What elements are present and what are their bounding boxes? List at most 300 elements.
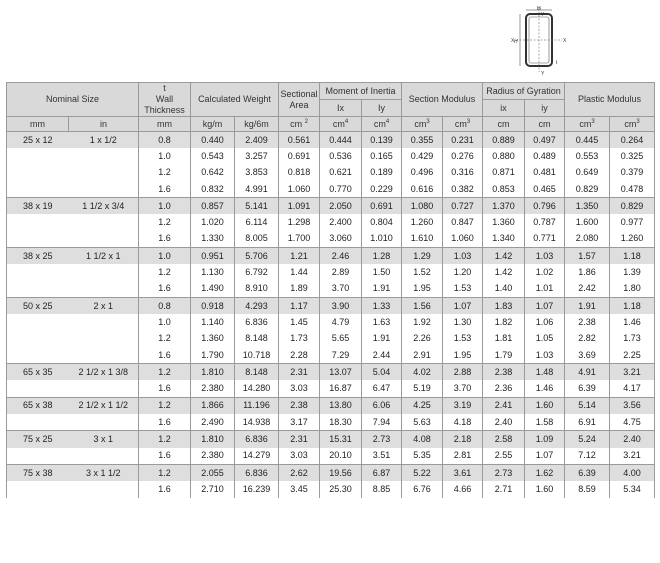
unit-modulus-x-base: cm	[414, 118, 427, 129]
value-cell: 4.18	[443, 414, 483, 431]
size-mm-cell	[7, 481, 69, 497]
value-cell: 1.02	[525, 264, 565, 280]
value-cell: 1.21	[279, 248, 320, 265]
size-mm-cell	[7, 281, 69, 298]
value-cell: 1.92	[402, 314, 443, 330]
value-cell: 3.21	[610, 448, 655, 465]
value-cell: 4.66	[443, 481, 483, 497]
value-cell: 4.75	[610, 414, 655, 431]
value-cell: 5.19	[402, 380, 443, 397]
value-cell: 1.89	[279, 281, 320, 298]
value-cell: 0.832	[191, 181, 235, 198]
unit-area-base: cm	[290, 118, 303, 129]
value-cell: 2.91	[402, 347, 443, 364]
value-cell: 1.91	[362, 281, 402, 298]
value-cell: 1.6	[139, 380, 191, 397]
unit-modulus-x	[402, 117, 443, 132]
value-cell: 1.53	[443, 281, 483, 298]
unit-in: in	[69, 117, 139, 132]
value-cell: 1.58	[525, 414, 565, 431]
value-cell: 13.80	[320, 397, 362, 414]
size-in-cell: 1 1/2 x 1	[69, 248, 139, 265]
size-mm-cell: 38 x 25	[7, 248, 69, 265]
value-cell: 0.561	[279, 132, 320, 149]
unit-modulus-y-sup: 3	[466, 118, 471, 125]
unit-modulus-x-sup: 3	[426, 118, 430, 125]
value-cell: 1.6	[139, 181, 191, 198]
value-cell: 3.060	[320, 231, 362, 248]
value-cell: 14.280	[235, 380, 279, 397]
rhs-properties-table	[6, 82, 655, 498]
table-row	[7, 314, 655, 330]
value-cell: 6.47	[362, 380, 402, 397]
value-cell: 0.8	[139, 132, 191, 149]
value-cell: 2.36	[483, 380, 525, 397]
value-cell: 0.382	[443, 181, 483, 198]
value-cell: 1.6	[139, 448, 191, 465]
value-cell: 6.06	[362, 397, 402, 414]
size-in-cell	[69, 414, 139, 431]
value-cell: 5.24	[565, 431, 610, 448]
value-cell: 5.65	[320, 331, 362, 347]
value-cell: 2.55	[483, 448, 525, 465]
header-radius-of-gyration: Radius of Gyration	[483, 83, 565, 100]
value-cell: 1.73	[279, 331, 320, 347]
value-cell: 6.39	[565, 464, 610, 481]
value-cell: 19.56	[320, 464, 362, 481]
value-cell: 13.07	[320, 364, 362, 381]
value-cell: 0.796	[525, 198, 565, 215]
unit-plastic-x-base: cm	[579, 118, 592, 129]
value-cell: 2.26	[402, 331, 443, 347]
size-in-cell	[69, 148, 139, 164]
value-cell: 8.148	[235, 331, 279, 347]
value-cell: 1.39	[610, 264, 655, 280]
value-cell: 4.91	[565, 364, 610, 381]
value-cell: 0.465	[525, 181, 565, 198]
diagram-label-h: H	[514, 39, 518, 45]
value-cell: 1.298	[279, 214, 320, 230]
value-cell: 1.91	[362, 331, 402, 347]
value-cell: 0.727	[443, 198, 483, 215]
value-cell: 0.489	[525, 148, 565, 164]
header-sectional-area: Sectional Area	[279, 83, 320, 117]
value-cell: 1.810	[191, 431, 235, 448]
unit-radius-x: cm	[483, 117, 525, 132]
value-cell: 0.497	[525, 132, 565, 149]
value-cell: 0.325	[610, 148, 655, 164]
value-cell: 0.880	[483, 148, 525, 164]
value-cell: 2.40	[483, 414, 525, 431]
value-cell: 8.85	[362, 481, 402, 497]
value-cell: 0.264	[610, 132, 655, 149]
value-cell: 1.0	[139, 198, 191, 215]
value-cell: 1.30	[443, 314, 483, 330]
value-cell: 2.81	[443, 448, 483, 465]
value-cell: 1.0	[139, 248, 191, 265]
value-cell: 1.060	[443, 231, 483, 248]
value-cell: 1.91	[565, 297, 610, 314]
value-cell: 3.69	[565, 347, 610, 364]
value-cell: 0.543	[191, 148, 235, 164]
value-cell: 7.29	[320, 347, 362, 364]
value-cell: 16.239	[235, 481, 279, 497]
value-cell: 4.17	[610, 380, 655, 397]
table-row	[7, 165, 655, 181]
size-mm-cell: 75 x 25	[7, 431, 69, 448]
table-body	[7, 132, 655, 498]
header-section-modulus: Section Modulus	[402, 83, 483, 117]
value-cell: 4.293	[235, 297, 279, 314]
value-cell: 1.20	[443, 264, 483, 280]
value-cell: 1.95	[402, 281, 443, 298]
value-cell: 7.94	[362, 414, 402, 431]
unit-mm: mm	[7, 117, 69, 132]
table-row	[7, 397, 655, 414]
value-cell: 1.63	[362, 314, 402, 330]
unit-inertia-x-base: cm	[332, 118, 345, 129]
value-cell: 2.82	[565, 331, 610, 347]
value-cell: 4.00	[610, 464, 655, 481]
value-cell: 0.818	[279, 165, 320, 181]
value-cell: 0.444	[320, 132, 362, 149]
unit-modulus-y-base: cm	[454, 118, 467, 129]
value-cell: 4.79	[320, 314, 362, 330]
value-cell: 8.148	[235, 364, 279, 381]
value-cell: 1.2	[139, 397, 191, 414]
value-cell: 1.83	[483, 297, 525, 314]
unit-inertia-x-sup: 4	[344, 118, 349, 125]
value-cell: 2.46	[320, 248, 362, 265]
header-nominal-size: Nominal Size	[7, 83, 139, 117]
value-cell: 1.07	[525, 297, 565, 314]
value-cell: 2.42	[565, 281, 610, 298]
size-in-cell	[69, 214, 139, 230]
value-cell: 1.2	[139, 431, 191, 448]
value-cell: 1.29	[402, 248, 443, 265]
value-cell: 6.39	[565, 380, 610, 397]
size-mm-cell: 75 x 38	[7, 464, 69, 481]
header-moment-of-inertia: Moment of Inertia	[320, 83, 402, 100]
value-cell: 4.02	[402, 364, 443, 381]
value-cell: 0.139	[362, 132, 402, 149]
value-cell: 8.59	[565, 481, 610, 497]
value-cell: 25.30	[320, 481, 362, 497]
value-cell: 0.771	[525, 231, 565, 248]
value-cell: 1.73	[610, 331, 655, 347]
value-cell: 0.445	[565, 132, 610, 149]
size-mm-cell: 25 x 12	[7, 132, 69, 149]
value-cell: 0.770	[320, 181, 362, 198]
value-cell: 3.853	[235, 165, 279, 181]
value-cell: 0.847	[443, 214, 483, 230]
value-cell: 0.804	[362, 214, 402, 230]
table-row	[7, 231, 655, 248]
value-cell: 1.28	[362, 248, 402, 265]
value-cell: 0.621	[320, 165, 362, 181]
size-mm-cell: 65 x 35	[7, 364, 69, 381]
size-in-cell	[69, 448, 139, 465]
value-cell: 3.257	[235, 148, 279, 164]
value-cell: 0.165	[362, 148, 402, 164]
value-cell: 0.951	[191, 248, 235, 265]
size-mm-cell	[7, 414, 69, 431]
value-cell: 3.45	[279, 481, 320, 497]
size-in-cell	[69, 380, 139, 397]
size-in-cell: 3 x 1 1/2	[69, 464, 139, 481]
value-cell: 0.857	[191, 198, 235, 215]
value-cell: 3.03	[279, 380, 320, 397]
value-cell: 1.42	[483, 264, 525, 280]
value-cell: 4.25	[402, 397, 443, 414]
value-cell: 1.130	[191, 264, 235, 280]
value-cell: 1.490	[191, 281, 235, 298]
value-cell: 1.790	[191, 347, 235, 364]
rhs-properties-table-wrapper	[6, 82, 654, 498]
value-cell: 2.89	[320, 264, 362, 280]
value-cell: 0.379	[610, 165, 655, 181]
size-in-cell	[69, 231, 139, 248]
value-cell: 1.06	[525, 314, 565, 330]
value-cell: 0.229	[362, 181, 402, 198]
value-cell: 0.691	[279, 148, 320, 164]
diagram-label-y-bottom: Y	[541, 71, 545, 76]
value-cell: 5.14	[565, 397, 610, 414]
value-cell: 3.56	[610, 397, 655, 414]
value-cell: 0.276	[443, 148, 483, 164]
value-cell: 5.35	[402, 448, 443, 465]
value-cell: 1.6	[139, 414, 191, 431]
value-cell: 2.73	[362, 431, 402, 448]
value-cell: 3.90	[320, 297, 362, 314]
header-plastic-modulus: Plastic Modulus	[565, 83, 655, 117]
value-cell: 1.40	[483, 281, 525, 298]
value-cell: 1.080	[402, 198, 443, 215]
value-cell: 1.60	[525, 397, 565, 414]
size-mm-cell	[7, 264, 69, 280]
value-cell: 1.80	[610, 281, 655, 298]
table-row	[7, 431, 655, 448]
value-cell: 0.829	[565, 181, 610, 198]
value-cell: 1.01	[525, 281, 565, 298]
value-cell: 5.706	[235, 248, 279, 265]
value-cell: 1.260	[610, 231, 655, 248]
size-in-cell	[69, 314, 139, 330]
value-cell: 3.70	[320, 281, 362, 298]
unit-modulus-y	[443, 117, 483, 132]
value-cell: 1.0	[139, 314, 191, 330]
value-cell: 3.70	[443, 380, 483, 397]
table-row	[7, 331, 655, 347]
unit-plastic-x	[565, 117, 610, 132]
value-cell: 0.642	[191, 165, 235, 181]
value-cell: 1.6	[139, 231, 191, 248]
unit-plastic-y-base: cm	[624, 118, 637, 129]
value-cell: 1.6	[139, 281, 191, 298]
value-cell: 0.918	[191, 297, 235, 314]
value-cell: 2.380	[191, 448, 235, 465]
table-row	[7, 380, 655, 397]
value-cell: 1.44	[279, 264, 320, 280]
table-row	[7, 198, 655, 215]
value-cell: 1.360	[191, 331, 235, 347]
value-cell: 2.050	[320, 198, 362, 215]
value-cell: 3.21	[610, 364, 655, 381]
value-cell: 0.616	[402, 181, 443, 198]
value-cell: 2.38	[279, 397, 320, 414]
value-cell: 1.17	[279, 297, 320, 314]
value-cell: 5.22	[402, 464, 443, 481]
value-cell: 5.63	[402, 414, 443, 431]
value-cell: 1.010	[362, 231, 402, 248]
value-cell: 1.03	[443, 248, 483, 265]
value-cell: 2.710	[191, 481, 235, 497]
value-cell: 1.57	[565, 248, 610, 265]
value-cell: 2.380	[191, 380, 235, 397]
size-mm-cell	[7, 165, 69, 181]
table-row	[7, 448, 655, 465]
value-cell: 0.496	[402, 165, 443, 181]
size-mm-cell: 65 x 38	[7, 397, 69, 414]
size-in-cell	[69, 481, 139, 497]
value-cell: 0.355	[402, 132, 443, 149]
value-cell: 1.56	[402, 297, 443, 314]
value-cell: 0.440	[191, 132, 235, 149]
value-cell: 2.73	[483, 464, 525, 481]
value-cell: 1.60	[525, 481, 565, 497]
value-cell: 2.080	[565, 231, 610, 248]
diagram-label-b: B	[537, 6, 542, 12]
value-cell: 1.18	[610, 248, 655, 265]
value-cell: 1.350	[565, 198, 610, 215]
value-cell: 1.50	[362, 264, 402, 280]
value-cell: 0.536	[320, 148, 362, 164]
header-ix-small: ix	[483, 100, 525, 117]
value-cell: 2.40	[610, 431, 655, 448]
value-cell: 4.991	[235, 181, 279, 198]
size-in-cell	[69, 281, 139, 298]
table-row	[7, 181, 655, 198]
value-cell: 0.553	[565, 148, 610, 164]
value-cell: 16.87	[320, 380, 362, 397]
value-cell: 1.82	[483, 314, 525, 330]
value-cell: 0.871	[483, 165, 525, 181]
size-mm-cell	[7, 347, 69, 364]
size-mm-cell: 50 x 25	[7, 297, 69, 314]
value-cell: 0.889	[483, 132, 525, 149]
value-cell: 1.700	[279, 231, 320, 248]
value-cell: 2.62	[279, 464, 320, 481]
value-cell: 0.231	[443, 132, 483, 149]
diagram-label-x-left: X	[511, 38, 515, 44]
size-mm-cell	[7, 214, 69, 230]
value-cell: 1.6	[139, 347, 191, 364]
size-in-cell: 2 x 1	[69, 297, 139, 314]
value-cell: 1.52	[402, 264, 443, 280]
value-cell: 0.649	[565, 165, 610, 181]
value-cell: 5.04	[362, 364, 402, 381]
size-in-cell: 1 1/2 x 3/4	[69, 198, 139, 215]
value-cell: 1.86	[565, 264, 610, 280]
header-wall-t: t	[163, 83, 166, 93]
value-cell: 6.91	[565, 414, 610, 431]
value-cell: 6.836	[235, 464, 279, 481]
value-cell: 20.10	[320, 448, 362, 465]
value-cell: 1.09	[525, 431, 565, 448]
value-cell: 7.12	[565, 448, 610, 465]
unit-kg6m: kg/6m	[235, 117, 279, 132]
value-cell: 6.836	[235, 431, 279, 448]
value-cell: 14.279	[235, 448, 279, 465]
value-cell: 0.787	[525, 214, 565, 230]
value-cell: 0.691	[362, 198, 402, 215]
value-cell: 2.58	[483, 431, 525, 448]
value-cell: 1.2	[139, 214, 191, 230]
table-row	[7, 148, 655, 164]
value-cell: 1.2	[139, 165, 191, 181]
value-cell: 0.481	[525, 165, 565, 181]
size-mm-cell	[7, 448, 69, 465]
table-row	[7, 364, 655, 381]
value-cell: 2.400	[320, 214, 362, 230]
value-cell: 2.409	[235, 132, 279, 149]
size-in-cell: 2 1/2 x 1 1/2	[69, 397, 139, 414]
value-cell: 1.140	[191, 314, 235, 330]
value-cell: 3.19	[443, 397, 483, 414]
value-cell: 1.0	[139, 148, 191, 164]
value-cell: 1.05	[525, 331, 565, 347]
value-cell: 0.478	[610, 181, 655, 198]
value-cell: 2.38	[483, 364, 525, 381]
value-cell: 0.429	[402, 148, 443, 164]
diagram-label-x-right: X	[563, 38, 567, 44]
header-wall-thickness	[139, 83, 191, 117]
value-cell: 2.31	[279, 431, 320, 448]
value-cell: 2.44	[362, 347, 402, 364]
value-cell: 6.114	[235, 214, 279, 230]
value-cell: 8.910	[235, 281, 279, 298]
size-mm-cell	[7, 148, 69, 164]
value-cell: 6.87	[362, 464, 402, 481]
value-cell: 3.03	[279, 448, 320, 465]
value-cell: 2.38	[565, 314, 610, 330]
value-cell: 1.95	[443, 347, 483, 364]
value-cell: 2.71	[483, 481, 525, 497]
value-cell: 1.2	[139, 364, 191, 381]
value-cell: 2.41	[483, 397, 525, 414]
size-in-cell: 3 x 1	[69, 431, 139, 448]
unit-plastic-x-sup: 3	[591, 118, 595, 125]
value-cell: 1.2	[139, 464, 191, 481]
value-cell: 1.18	[610, 297, 655, 314]
value-cell: 10.718	[235, 347, 279, 364]
size-in-cell: 2 1/2 x 1 3/8	[69, 364, 139, 381]
rhs-section-diagram	[498, 6, 578, 76]
table-row	[7, 297, 655, 314]
table-row	[7, 214, 655, 230]
value-cell: 5.34	[610, 481, 655, 497]
size-mm-cell	[7, 181, 69, 198]
value-cell: 4.08	[402, 431, 443, 448]
value-cell: 1.600	[565, 214, 610, 230]
value-cell: 1.866	[191, 397, 235, 414]
size-mm-cell: 38 x 19	[7, 198, 69, 215]
value-cell: 6.76	[402, 481, 443, 497]
value-cell: 0.977	[610, 214, 655, 230]
unit-mm-thickness: mm	[139, 117, 191, 132]
unit-plastic-y-sup: 3	[636, 118, 640, 125]
value-cell: 2.28	[279, 347, 320, 364]
